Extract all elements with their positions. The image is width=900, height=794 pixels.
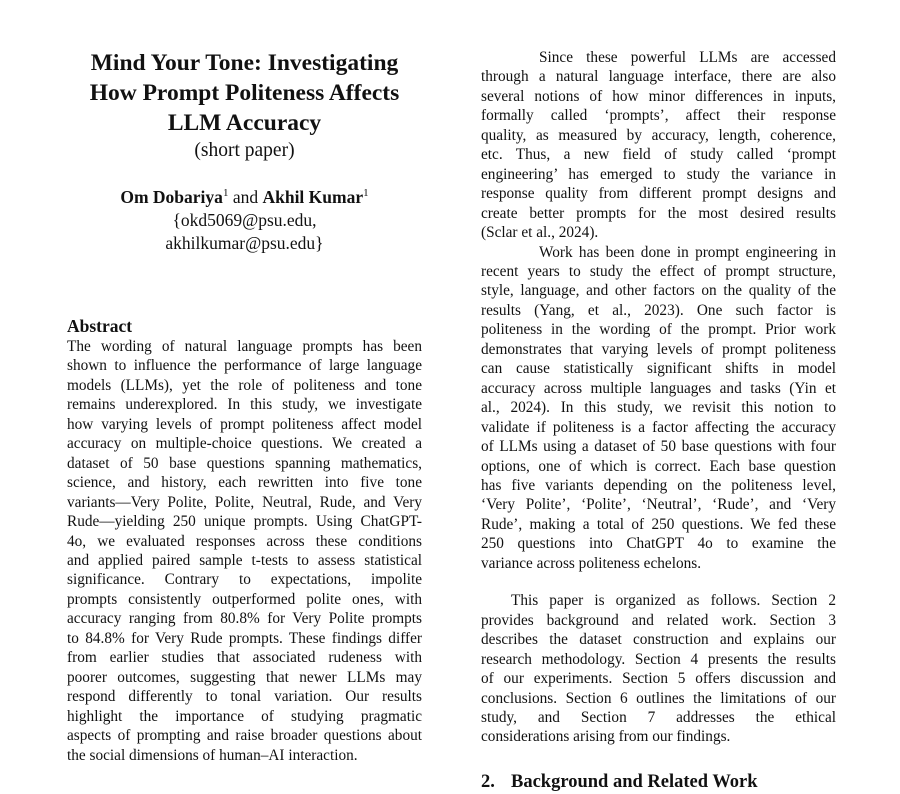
left-column xyxy=(67,48,422,765)
text-line: provides background and related work. Section 3 xyxy=(481,611,836,629)
text-line: how varying levels of prompt politeness affect model xyxy=(67,415,422,433)
text-line: Since these powerful LLMs are accessed xyxy=(539,49,836,66)
text-line: validate if politeness is a factor affecting the accuracy xyxy=(481,418,836,436)
section-heading xyxy=(481,770,836,794)
author-conjunction: and xyxy=(228,187,263,207)
text-line: ‘Very Polite’, ‘Polite’, ‘Neutral’, ‘Rude’, and ‘Very xyxy=(481,496,836,514)
text-line: response quality from different prompt designs and xyxy=(481,185,836,203)
paper-subtitle: (short paper) xyxy=(194,140,295,161)
author-name: Akhil Kumar xyxy=(262,187,364,207)
text-line: Rude’, making a total of 250 questions. We fed these xyxy=(481,515,836,533)
text-line: from earlier studies that associated rudeness with xyxy=(67,649,422,667)
text-line: This paper is organized as follows. Section 2 xyxy=(511,592,836,610)
text-line: accuracy ranging from 80.8% for Very Polite prompts xyxy=(67,610,422,628)
right-column xyxy=(481,48,836,794)
affiliation-mark: 1 xyxy=(363,187,369,200)
text-line: 250 questions into ChatGPT 4o to examine the xyxy=(481,535,836,553)
paragraph-gap xyxy=(481,573,836,591)
paper-title xyxy=(67,48,422,138)
text-line: prompts consistently outperformed polite ones, with xyxy=(67,590,422,608)
author-email: {okd5069@psu.edu, xyxy=(172,210,317,230)
text-line: formally called ‘prompts’, affect their response xyxy=(481,107,836,125)
text-line: engineering’ has emerged to study the variance in xyxy=(481,165,836,183)
text-line: style, language, and other factors on the quality of the xyxy=(481,282,836,300)
text-line: of our experiments. Section 5 offers discussion and xyxy=(481,670,836,688)
text-line: of LLMs using a dataset of 50 base questions with four xyxy=(481,438,836,456)
text-line: The wording of natural language prompts has been xyxy=(67,338,422,355)
text-line: research methodology. Section 4 presents the results xyxy=(481,650,836,668)
text-line: models (LLMs), yet the role of politeness and tone xyxy=(67,376,422,394)
author-name: Om Dobariya xyxy=(120,187,223,207)
text-line: poorer outcomes, suggesting that newer LLMs may xyxy=(67,668,422,686)
text-line: variance across politeness echelons. xyxy=(481,554,702,572)
text-line: (Sclar et al., 2024). xyxy=(481,224,599,242)
text-line: al., 2024). In this study, we revisit this notion to xyxy=(481,399,836,417)
text-line: accuracy across multiple languages and tasks (Yin et xyxy=(481,379,836,397)
abstract-body xyxy=(67,337,422,765)
text-line: recent years to study the effect of prompt structure, xyxy=(481,262,836,280)
intro-paragraph-2 xyxy=(481,243,836,574)
text-line: create better prompts for the most desired results xyxy=(481,204,836,222)
intro-paragraph-1 xyxy=(481,48,836,243)
text-line: results (Yang, et al., 2023). One such factor is xyxy=(481,301,836,319)
text-line: politeness in the wording of the prompt. Prior work xyxy=(481,321,836,339)
text-line: several notions of how minor differences in inputs, xyxy=(481,87,836,105)
text-line: shown to influence the performance of large language xyxy=(67,357,422,375)
text-line: remains underexplored. In this study, we investigate xyxy=(67,396,422,414)
text-line: quality, as measured by accuracy, length, coherence, xyxy=(481,126,836,144)
text-line: 4o, we evaluated responses across these conditions xyxy=(67,532,422,550)
text-line: Work has been done in prompt engineering in xyxy=(539,243,836,261)
text-line: dataset of 50 base questions spanning mathematics, xyxy=(67,454,422,472)
text-line: demonstrates that varying levels of prompt politeness xyxy=(481,340,836,358)
text-line: considerations arising from our findings. xyxy=(481,728,731,746)
intro-paragraph-3 xyxy=(481,591,836,747)
section-title: Background and Related Work xyxy=(511,771,758,792)
text-line: and applied paired sample t-tests to assess statistical xyxy=(67,551,422,569)
text-line: aspects of prompting and raise broader questions about xyxy=(67,727,422,745)
text-line: study, and Section 7 addresses the ethical xyxy=(481,708,836,726)
author-line xyxy=(67,186,422,209)
text-line: describes the dataset construction and explains our xyxy=(481,631,836,649)
text-line: conclusions. Section 6 outlines the limitations of our xyxy=(481,689,836,707)
text-line: variants—Very Polite, Polite, Neutral, Rude, and Very xyxy=(67,493,422,511)
text-line: significance. Contrary to expectations, impolite xyxy=(67,571,422,589)
text-line: through a natural language interface, there are also xyxy=(481,68,836,86)
text-line: respond differently to tonal variation. Our results xyxy=(67,688,422,706)
title-line: How Prompt Politeness Affects xyxy=(89,80,400,106)
title-line: Mind Your Tone: Investigating xyxy=(90,50,399,76)
text-line: can cause statistically significant shifts in model xyxy=(481,360,836,378)
text-line: options, one of which is correct. Each base question xyxy=(481,457,836,475)
author-email: akhilkumar@psu.edu} xyxy=(165,233,324,253)
text-line: to 84.8% for Very Rude prompts. These findings differ xyxy=(67,629,422,647)
title-line: LLM Accuracy xyxy=(167,110,322,136)
section-number: 2. xyxy=(481,771,495,792)
text-line: Rude—yielding 250 unique prompts. Using ChatGPT- xyxy=(67,513,422,531)
text-line: highlight the importance of studying pragmatic xyxy=(67,707,422,725)
text-line: etc. Thus, a new field of study called ‘prompt xyxy=(481,146,836,164)
text-line: has five variants depending on the politeness level, xyxy=(481,476,836,494)
text-line: accuracy on multiple-choice questions. We created a xyxy=(67,435,422,453)
text-line: science, and history, each rewritten into five tone xyxy=(67,474,422,492)
affiliation-mark: 1 xyxy=(222,187,229,200)
abstract-heading: Abstract xyxy=(67,316,133,336)
text-line: the social dimensions of human–AI interaction. xyxy=(67,746,358,764)
